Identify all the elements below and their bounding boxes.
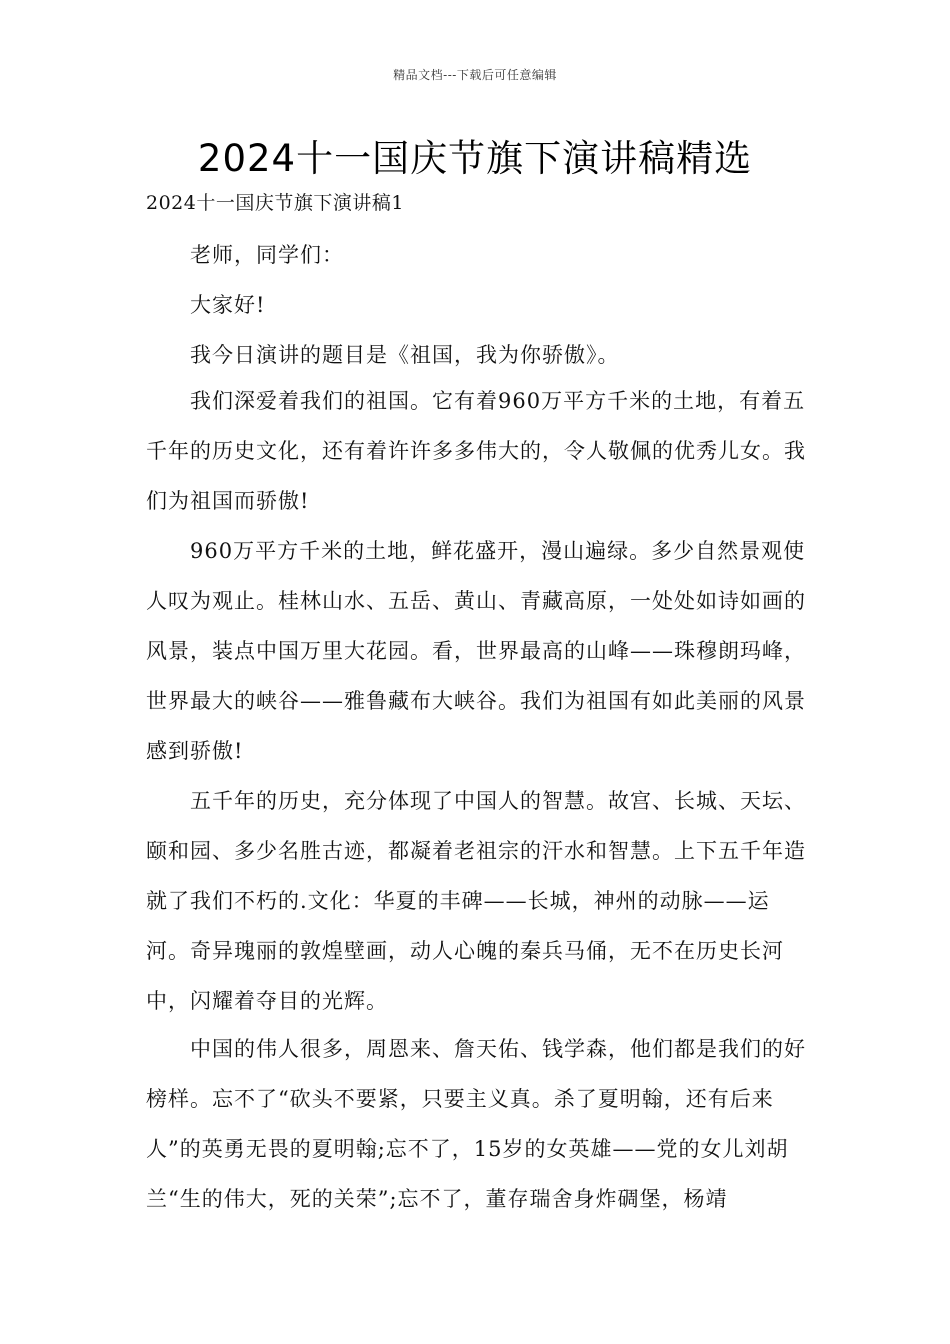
header-note: 精品文档---下载后可任意编辑: [393, 68, 557, 82]
paragraph-salutation: 老师，同学们：: [190, 243, 344, 267]
speech-subtitle: 2024十一国庆节旗下演讲稿1: [146, 192, 404, 214]
paragraph-history: 五千年的历史，充分体现了中国人的智慧。故宫、长城、天坛、颐和园、多少名胜古迹，都凝着老祖宗的汗水和智慧。上下五千年造就了我们不朽的.文化：华夏的丰碑——长城，神州的动脉——运河。奇异瑰丽的敦煌壁画，动人心魄的秦兵马俑，无不在历史长河中，闪耀着夺目的光辉。: [146, 789, 806, 1013]
paragraph-greeting: 大家好!: [190, 293, 266, 317]
paragraph-love-motherland: 我们深爱着我们的祖国。它有着960万平方千米的土地，有着五千年的历史文化，还有着许许多多伟大的，令人敬佩的优秀儿女。我们为祖国而骄傲!: [146, 389, 806, 513]
paragraph-landscape: 960万平方千米的土地，鲜花盛开，漫山遍绿。多少自然景观使人叹为观止。桂林山水、五岳、黄山、青藏高原，一处处如诗如画的风景，装点中国万里大花园。看，世界最高的山峰——珠穆朗玛峰，世界最大的峡谷——雅鲁藏布大峡谷。我们为祖国有如此美丽的风景感到骄傲!: [146, 539, 806, 763]
document-title: 2024十一国庆节旗下演讲稿精选: [197, 137, 753, 180]
paragraph-great-people: 中国的伟人很多，周恩来、詹天佑、钱学森，他们都是我们的好榜样。忘不了“砍头不要紧，只要主义真。杀了夏明翰，还有后来人”的英勇无畏的夏明翰;忘不了，15岁的女英雄——党的女儿刘胡兰“生的伟大，死的关荣”;忘不了，董存瑞舍身炸碉堡，杨靖: [146, 1037, 806, 1211]
paragraph-topic: 我今日演讲的题目是《祖国，我为你骄傲》。: [190, 343, 620, 367]
